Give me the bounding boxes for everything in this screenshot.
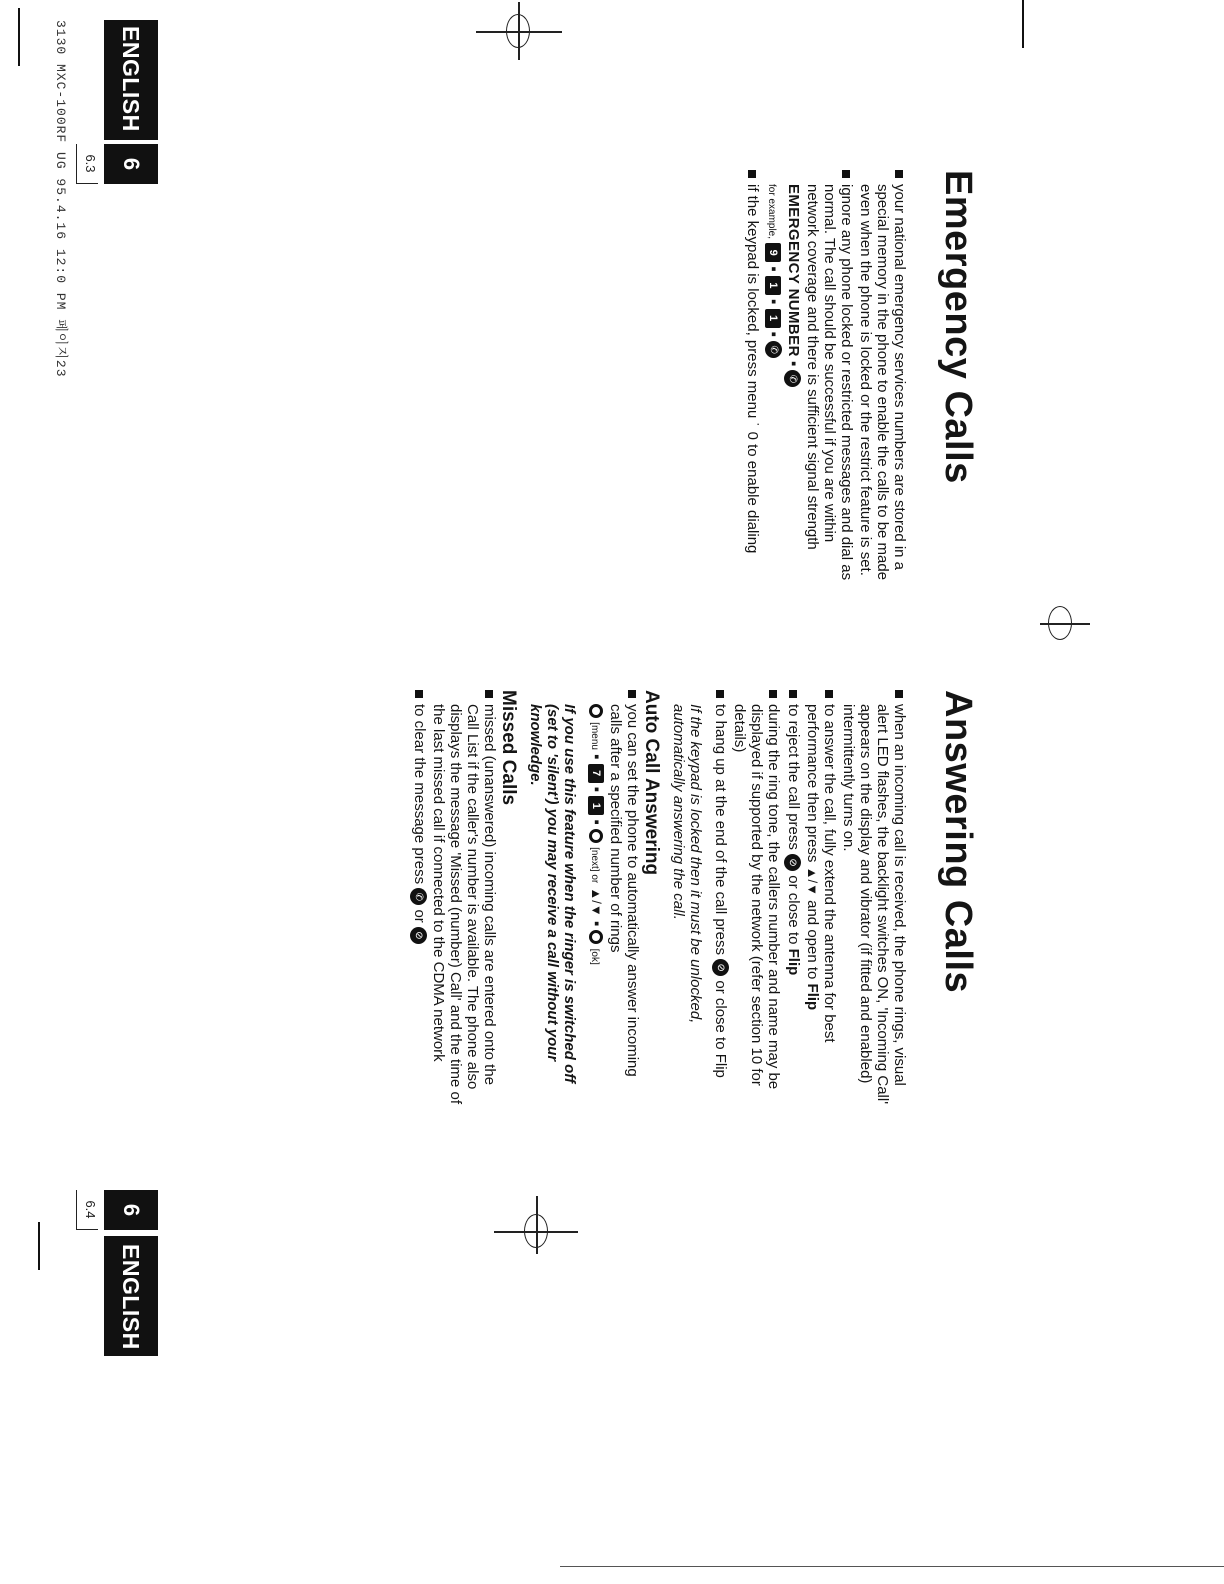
list-item-text: to reject the call press (785, 704, 802, 850)
auto-answer-heading: Auto Call Answering (640, 690, 662, 876)
missed-calls-heading: Missed Calls (497, 690, 519, 806)
note-ringer-off: If you use this feature when the ringer is switched off (set to 'silent') you may receive a call without your knowledge. (526, 704, 578, 1083)
send-key-icon: ✆ (410, 888, 427, 905)
print-header: 3130 MXC-100RF UG 95.4.16 12:0 PM 페이지23 (53, 20, 68, 378)
list-item-text: to answer the call, fully extend the antenna for best performance then press (804, 704, 838, 1043)
section-number: 6 (104, 1190, 158, 1230)
send-key-icon: ✆ (784, 370, 801, 387)
list-item: when an incoming call is received, the phone rings, visual alert LED flashes, the backlight switches ON, 'Incoming Call' appears on the display and vibrator (if fitted and enabled) intermittently turns on. (840, 690, 908, 1110)
next-label: [next] or (588, 847, 600, 884)
list-item: your national emergency services numbers are stored in a special memory in the phone to enable the calls to be made even when the phone is locked or the restrict feature is set. (857, 170, 908, 590)
list-item: ignore any phone locked or restricted messages and dial as normal. The call should be successful if you are within network coverage and there is sufficient signal strength (804, 170, 855, 590)
end-key-icon: ⊘ (410, 927, 427, 944)
answering-section (408, 690, 980, 1110)
list-item-text: or close to Flip (712, 980, 730, 1078)
list-item-text: or (410, 909, 428, 923)
end-key-icon: ⊘ (712, 959, 729, 976)
page-tab-right (83, 1136, 158, 1496)
scroll-up-down-icon: ▲/▼ (805, 866, 820, 896)
key-1: 1 (588, 796, 604, 815)
page-number: 6.4 (76, 1190, 98, 1230)
page-tab-left (83, 0, 158, 360)
page-title: Answering Calls (937, 690, 979, 994)
list-item: missed (unanswered) incoming calls are entered onto the Call List if the caller's number is available. The phone also displays the message 'Missed (number) Call' and the time of the last missed call if connected to the CDMA network (430, 690, 498, 1110)
example-row: for example, 9 ▪ 1 ▪ 1 ▪ ✆ (763, 170, 782, 590)
page-title: Emergency Calls (937, 170, 979, 484)
separator-dot: ▪ (785, 360, 802, 371)
flip-label: Flip (804, 983, 821, 1011)
page-number: 6.3 (76, 144, 98, 184)
list-item (784, 690, 802, 1110)
flip-label: Flip (785, 948, 802, 976)
language-label: ENGLISH (118, 1244, 144, 1350)
ok-label: [ok] (588, 948, 600, 965)
auto-answer-keys: [menu ▪ 7 ▪ 1 ▪ [next] or ▲/▼ ▪ [ok] (586, 690, 605, 1110)
send-key-icon: ✆ (765, 341, 782, 358)
list-item-text: or close to (785, 875, 802, 945)
ok-key-icon (589, 829, 603, 843)
list-item: if the keypad is locked, press menu ˙ 0 to enable dialing (744, 170, 761, 590)
menu-label: [menu (588, 722, 600, 750)
scroll-up-down-icon: ▲/▼ (588, 887, 604, 917)
language-label: ENGLISH (118, 26, 144, 132)
ok-key-icon (589, 704, 603, 718)
emergency-number-row (784, 170, 802, 590)
for-example-label: for example, (766, 184, 778, 240)
list-item-text: to clear the message press (410, 704, 428, 885)
key-1: 1 (765, 309, 781, 328)
key-7: 7 (588, 764, 604, 783)
ok-key-icon (589, 930, 603, 944)
note-keypad-locked: If the keypad is locked then it must be unlocked, automatically answering the call. (669, 704, 704, 1024)
list-item (804, 690, 838, 1110)
list-item-text: to hang up at the end of the call press (712, 704, 730, 956)
emergency-number-label: EMERGENCY NUMBER (785, 184, 802, 357)
list-item: during the ring tone, the callers number and name may be displayed if supported by the network (refer section 10 for details) (731, 690, 782, 1110)
list-item (712, 690, 730, 1110)
key-1: 1 (765, 276, 781, 295)
end-key-icon: ⊘ (784, 854, 801, 871)
key-9: 9 (765, 243, 781, 262)
emergency-section (742, 170, 980, 590)
list-item-text: and open to (804, 900, 821, 980)
list-item: you can set the phone to automatically answer incoming calls after a specified number of rings (607, 690, 641, 1110)
list-item (410, 690, 428, 1110)
section-number: 6 (104, 144, 158, 184)
